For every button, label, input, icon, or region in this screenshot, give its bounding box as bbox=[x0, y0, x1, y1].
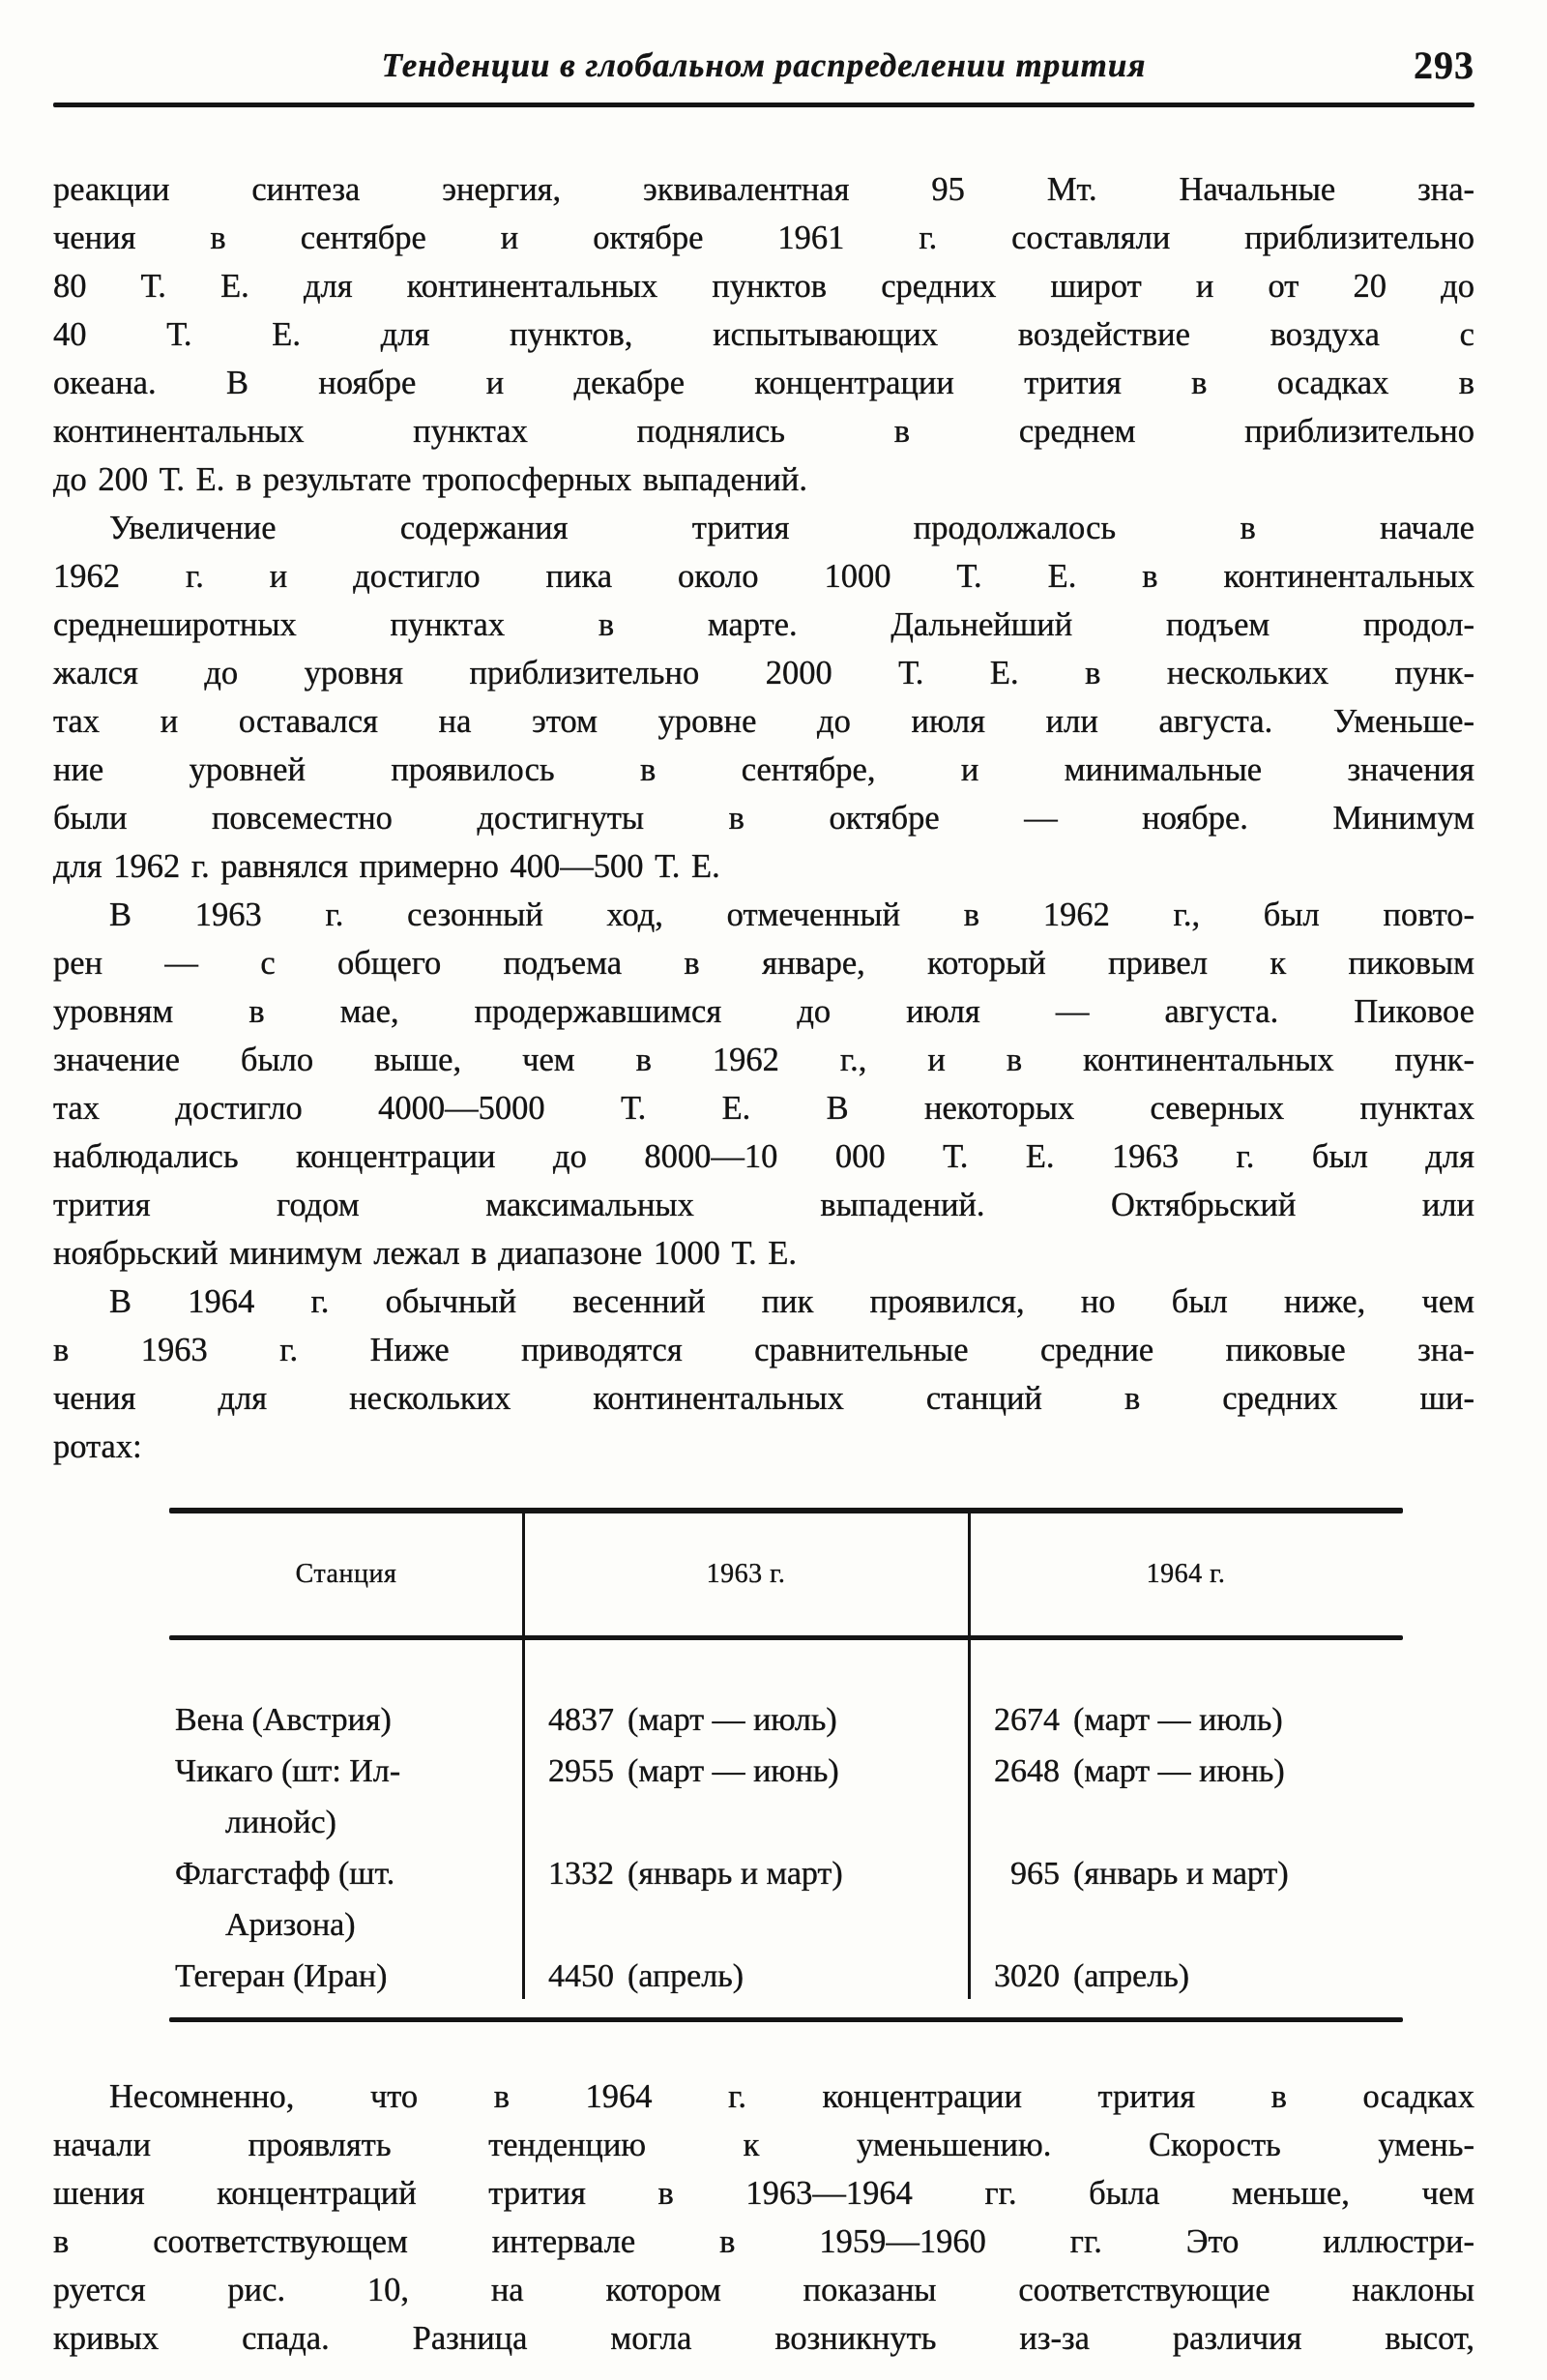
value-number: 1332 bbox=[548, 1856, 614, 1892]
text-line: Несомненно, что в 1964 г. концентрации трития в осадках bbox=[109, 2078, 1474, 2115]
table-row bbox=[169, 1746, 1403, 1848]
closing-text bbox=[53, 2072, 1474, 2363]
running-head-title: Тенденции в глобальном распределении трития bbox=[381, 46, 1147, 84]
value-1963-cell bbox=[523, 1848, 969, 1899]
paragraph-3 bbox=[53, 891, 1474, 1278]
text-line: в 1963 г. Ниже приводятся сравнительные средние пиковые зна- bbox=[53, 1332, 1474, 1368]
station-cell bbox=[169, 1951, 523, 2002]
table-col-header-1963: 1963 г. bbox=[706, 1559, 786, 1589]
text-line: для 1962 г. равнялся примерно 400—500 Т. Е. bbox=[53, 848, 720, 885]
station-name-continued: Аризона) bbox=[225, 1907, 356, 1943]
text-line: тах и оставался на этом уровне до июля или августа. Уменьше- bbox=[53, 703, 1474, 740]
text-line: рен — с общего подъема в январе, который привел к пиковым bbox=[53, 945, 1474, 982]
text-line: были повсеместно достигнуты в октябре — ноябре. Минимум bbox=[53, 800, 1474, 837]
value-period: (апрель) bbox=[1073, 1958, 1190, 1994]
table-column-divider bbox=[522, 1513, 525, 1999]
text-line: Увеличение содержания трития продолжалось в начале bbox=[109, 510, 1474, 546]
table-header-row bbox=[169, 1513, 1403, 1635]
value-period: (март — июнь) bbox=[628, 1753, 839, 1789]
running-head bbox=[53, 41, 1474, 91]
value-number: 2674 bbox=[994, 1702, 1060, 1738]
value-number: 2955 bbox=[548, 1753, 614, 1789]
value-period: (январь и март) bbox=[628, 1856, 843, 1892]
text-line: значение было выше, чем в 1962 г., и в континентальных пунк- bbox=[53, 1042, 1474, 1078]
text-line: ние уровней проявилось в сентябре, и минимальные значения bbox=[53, 751, 1474, 788]
text-line: чения в сентябре и октябре 1961 г. составляли приблизительно bbox=[53, 220, 1474, 256]
value-1964-cell bbox=[969, 1694, 1403, 1746]
text-line: тах достигло 4000—5000 Т. Е. В некоторых северных пунктах bbox=[53, 1090, 1474, 1127]
header-rule bbox=[53, 103, 1474, 107]
paragraph-1 bbox=[53, 165, 1474, 504]
value-number: 4837 bbox=[548, 1702, 614, 1738]
station-cell bbox=[169, 1848, 523, 1951]
text-line: руется рис. 10, на котором показаны соответствующие наклоны bbox=[53, 2272, 1474, 2308]
text-line: кривых спада. Разница могла возникнуть из-за различия высот, bbox=[53, 2320, 1474, 2357]
text-line: начали проявлять тенденцию к уменьшению. Скорость умень- bbox=[53, 2127, 1474, 2163]
value-1964-cell bbox=[969, 1848, 1403, 1899]
text-line: ноябрьский минимум лежал в диапазоне 1000 Т. Е. bbox=[53, 1235, 798, 1272]
value-1963-cell bbox=[523, 1746, 969, 1797]
value-period: (март — июнь) bbox=[1073, 1753, 1285, 1789]
text-line: наблюдались концентрации до 8000—10 000 Т. Е. 1963 г. был для bbox=[53, 1138, 1474, 1175]
text-line: среднеширотных пунктах в марте. Дальнейший подъем продол- bbox=[53, 606, 1474, 643]
table-row bbox=[169, 1951, 1403, 2002]
text-line: В 1964 г. обычный весенний пик проявился, но был ниже, чем bbox=[109, 1283, 1474, 1320]
value-period: (март — июль) bbox=[1073, 1702, 1283, 1738]
value-1963-cell bbox=[523, 1694, 969, 1746]
value-period: (январь и март) bbox=[1073, 1856, 1289, 1892]
text-line: уровням в мае, продержавшимся до июля — августа. Пиковое bbox=[53, 993, 1474, 1030]
text-line: континентальных пунктах поднялись в среднем приблизительно bbox=[53, 413, 1474, 450]
station-name: Флагстафф (шт. bbox=[175, 1856, 395, 1892]
value-period: (апрель) bbox=[628, 1958, 744, 1994]
page-number: 293 bbox=[1414, 44, 1474, 87]
table-bottom-rule bbox=[169, 2017, 1403, 2022]
table-col-header-station: Станция bbox=[295, 1559, 397, 1589]
text-line: В 1963 г. сезонный ход, отмеченный в 1962 г., был повто- bbox=[109, 896, 1474, 933]
text-line: 80 Т. Е. для континентальных пунктов средних широт и от 20 до bbox=[53, 268, 1474, 305]
text-line: 40 Т. Е. для пунктов, испытывающих воздействие воздуха с bbox=[53, 316, 1474, 353]
station-name: Вена (Австрия) bbox=[175, 1702, 392, 1738]
paragraph-5 bbox=[53, 2072, 1474, 2363]
text-line: 1962 г. и достигло пика около 1000 Т. Е. в континентальных bbox=[53, 558, 1474, 595]
text-line: чения для нескольких континентальных станций в средних ши- bbox=[53, 1380, 1474, 1417]
text-line: жался до уровня приблизительно 2000 Т. Е. в нескольких пунк- bbox=[53, 655, 1474, 691]
value-1964-cell bbox=[969, 1746, 1403, 1797]
station-name-continued: линойс) bbox=[225, 1805, 336, 1840]
text-line: до 200 Т. Е. в результате тропосферных выпадений. bbox=[53, 461, 807, 498]
text-line: шения концентраций трития в 1963—1964 гг. была меньше, чем bbox=[53, 2175, 1474, 2212]
station-name: Чикаго (шт: Ил- bbox=[175, 1753, 401, 1789]
tritium-peaks-table bbox=[169, 1508, 1403, 2022]
text-line: океана. В ноябре и декабре концентрации трития в осадках в bbox=[53, 365, 1474, 401]
value-period: (март — июль) bbox=[628, 1702, 837, 1738]
table-row bbox=[169, 1848, 1403, 1951]
station-name: Тегеран (Иран) bbox=[175, 1958, 388, 1994]
station-cell bbox=[169, 1694, 523, 1746]
text-line: ротах: bbox=[53, 1428, 142, 1465]
text-line: в соответствующем интервале в 1959—1960 гг. Это иллюстри- bbox=[53, 2223, 1474, 2260]
table-column-divider bbox=[968, 1513, 971, 1999]
table-col-header-1964: 1964 г. bbox=[1146, 1559, 1226, 1589]
value-number: 4450 bbox=[548, 1958, 614, 1994]
table-row bbox=[169, 1694, 1403, 1746]
text-line: реакции синтеза энергия, эквивалентная 95 Мт. Начальные зна- bbox=[53, 171, 1474, 208]
value-number: 965 bbox=[1010, 1856, 1060, 1892]
paragraph-4 bbox=[53, 1278, 1474, 1471]
paragraph-2 bbox=[53, 504, 1474, 891]
value-number: 3020 bbox=[994, 1958, 1060, 1994]
text-line: трития годом максимальных выпадений. Октябрьский или bbox=[53, 1187, 1474, 1223]
value-number: 2648 bbox=[994, 1753, 1060, 1789]
body-text bbox=[53, 165, 1474, 1471]
value-1964-cell bbox=[969, 1951, 1403, 2002]
table-body bbox=[169, 1640, 1403, 2017]
value-1963-cell bbox=[523, 1951, 969, 2002]
station-cell bbox=[169, 1746, 523, 1848]
